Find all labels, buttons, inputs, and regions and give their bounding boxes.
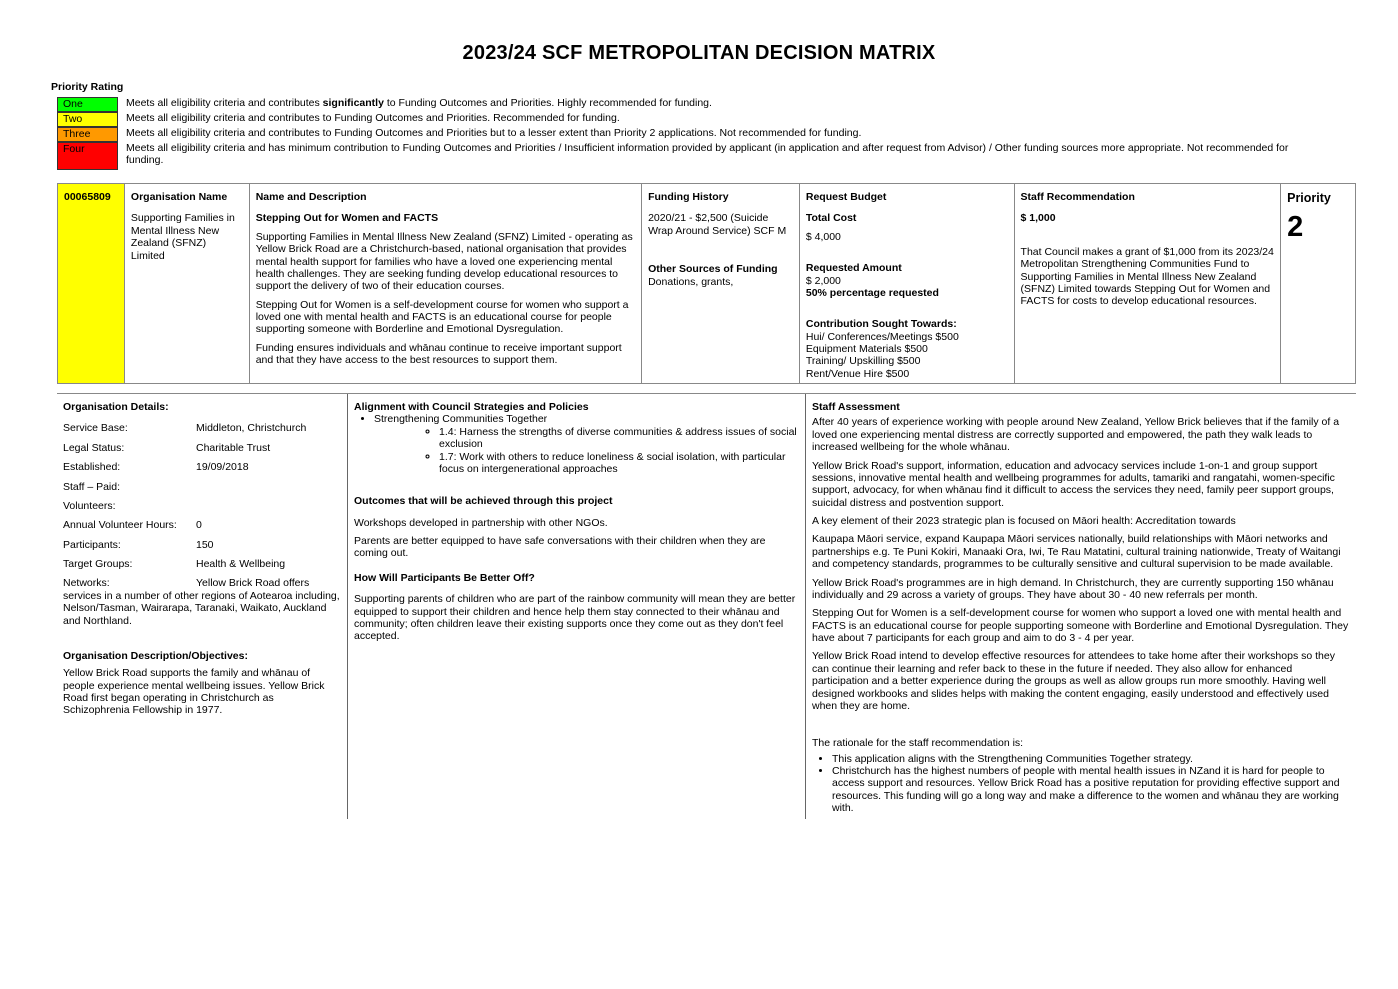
priority-header: Priority	[1287, 191, 1331, 205]
detail-label: Volunteers:	[63, 499, 116, 512]
organisation-details-column	[57, 394, 348, 819]
other-sources-header: Other Sources of Funding	[648, 263, 778, 276]
priority-row-four	[57, 142, 1296, 170]
application-id: 00065809	[58, 184, 125, 383]
priority-rating-heading: Priority Rating	[51, 81, 124, 93]
strategy-list	[354, 413, 799, 425]
detail-row	[63, 461, 341, 473]
page-title: 2023/24 SCF METROPOLITAN DECISION MATRIX	[462, 42, 936, 64]
staff-recommendation-text: That Council makes a grant of $1,000 from its 2023/24 Metropolitan Strengthening Communities Fund to Supporting Families in Mental Illness New Zealand (SFNZ) Limited towards Stepping Out for Women and FACTS for costs to develop educational resources.	[1020, 245, 1274, 308]
description-paragraph: Funding ensures individuals and whānau continue to receive important support and that they have access to the best resources to support them.	[255, 341, 622, 367]
alignment-heading: Alignment with Council Strategies and Policies	[354, 401, 589, 413]
staff-recommendation-cell	[1015, 184, 1282, 383]
priority-desc-three: Meets all eligibility criteria and contributes to Funding Outcomes and Priorities but to a lesser extent than Priority 2 applications. Not recommended for funding.	[126, 127, 862, 139]
staff-recommended-amount: $ 1,000	[1020, 212, 1056, 225]
detail-row	[63, 442, 341, 454]
rationale-item: • Christchurch has the highest numbers of people with mental health issues in NZand it is hard for people to access support and resources. Yellow Brick Road has a positive reputation for providing effective support and resources. This funding will go a long way and make a difference to the women and whānau they are working with.	[832, 765, 1350, 815]
total-cost: $ 4,000	[805, 230, 841, 243]
outcome-item: Parents are better equipped to have safe conversations with their children when they are coming out.	[354, 535, 766, 560]
assessment-paragraph: Kaupapa Māori service, expand Kaupapa Māori services nationally, build relationships with Māori networks and partnerships e.g. Te Puni Kokiri, Manaaki Ora, Iwi, Te Rau Matatini, cultural training nationwide, Treaty of Waitangi and competency standards, programmes to be culturally sensitive and cultural supervision to be made available.	[812, 533, 1341, 571]
networks-value: Yellow Brick Road offers services in a number of other regions of Aotearoa including, Nelson/Tasman, Wairarapa, Taranaki, Waikato, Auckland and Northland.	[63, 577, 340, 627]
detail-label: Service Base:	[63, 422, 128, 435]
better-off-heading: How Will Participants Be Better Off?	[354, 571, 535, 584]
description-header: Name and Description	[255, 191, 367, 203]
other-sources: Donations, grants,	[648, 275, 734, 288]
detail-value: Charitable Trust	[196, 441, 271, 454]
staff-assessment-column	[806, 394, 1356, 819]
detail-label: Legal Status:	[63, 441, 125, 454]
detail-row	[63, 481, 341, 493]
detail-value: 0	[196, 519, 202, 532]
application-summary-table	[57, 183, 1356, 384]
contribution-item: Hui/ Conferences/Meetings $500	[805, 330, 959, 343]
percentage-requested: 50% percentage requested	[805, 286, 939, 299]
project-name: Stepping Out for Women and FACTS	[255, 212, 439, 225]
outcome-item: Workshops developed in partnership with other NGOs.	[354, 516, 608, 529]
priority-desc-one: Meets all eligibility criteria and contributes significantly to Funding Outcomes and Priorities. Highly recommended for funding.	[126, 97, 712, 109]
organisation-description-heading: Organisation Description/Objectives:	[63, 649, 248, 662]
organisation-details-heading: Organisation Details:	[63, 401, 169, 413]
staff-recommendation-header: Staff Recommendation	[1020, 191, 1135, 203]
detail-value: Middleton, Christchurch	[196, 422, 307, 435]
priority-label-four: Four	[57, 142, 118, 170]
assessment-paragraph: Yellow Brick Road intend to develop effective resources for attendees to take home after their workshops so they can continue their learning and refer back to these in the future if needed. They also allow for enhanced participation and a better experience during the groups as well as allow groups run more smoothly. Having well designed workbooks and slides helps with making the content engaging, easily understood and effectively used when they are home.	[812, 650, 1335, 712]
priority-label-one: One	[57, 97, 118, 112]
detail-row	[63, 558, 341, 570]
assessment-paragraph: Stepping Out for Women is a self-development course for women who support a loved one with mental health and FACTS is an educational course for people supporting someone with Borderline and Emotional Dysregulation. They have about 7 participants for each group and aim to do 3 - 4 per year.	[812, 607, 1349, 644]
priority-label-three: Three	[57, 127, 118, 142]
better-off-text: Supporting parents of children who are part of the rainbow community will mean they are better equipped to support their children and hence help them stay connected to their whānau and community; often children leave their existing supports once they come out as they don't feel accepted.	[354, 593, 796, 643]
contribution-item: Equipment Materials $500	[805, 343, 928, 355]
priority-label-two: Two	[57, 112, 118, 127]
request-budget-cell	[800, 184, 1015, 383]
rationale-intro: The rationale for the staff recommendation is:	[812, 737, 1024, 750]
detail-label: Participants:	[63, 538, 121, 551]
contribution-item: Training/ Upskilling $500	[805, 355, 921, 368]
detail-value: 19/09/2018	[196, 461, 249, 474]
outcomes-heading: Outcomes that will be achieved through this project	[354, 495, 613, 508]
detail-label: Established:	[63, 461, 121, 474]
detail-label: Target Groups:	[63, 558, 133, 570]
priority-cell	[1281, 184, 1355, 383]
organisation-name: Supporting Families in Mental Illness New Zealand (SFNZ) Limited	[130, 212, 235, 262]
networks	[63, 577, 341, 627]
organisation-description: Yellow Brick Road supports the family and whānau of people experience mental wellbeing issues. Yellow Brick Road first began operating in Christchurch as Schizophrenia Fellowship in 1977.	[63, 667, 325, 717]
details-section	[57, 393, 1356, 819]
detail-label: Staff – Paid:	[63, 480, 121, 493]
strategy-item: • Strengthening Communities Together	[374, 413, 799, 425]
requested-amount: $ 2,000	[805, 274, 841, 287]
detail-value: Health & Wellbeing	[196, 558, 286, 570]
request-budget-header: Request Budget	[805, 191, 887, 203]
assessment-paragraph: After 40 years of experience working with people around New Zealand, Yellow Brick believes that if the family of a loved one experiencing mental distress are correctly supported and empowered, the path they walk leads to increased wellbeing for the whole whānau.	[812, 416, 1340, 454]
priority-row-one	[57, 97, 1296, 112]
assessment-paragraph: Yellow Brick Road's support, information, education and advocacy services include 1-on-1 and group support sessions, innovative mental health and wellbeing programmes for adults, tamariki and rangatahi, women-specific support, advocacy, for when whānau find it difficult to access the services they need, family peer support groups, suicidal distress and postvention support.	[812, 459, 1335, 509]
assessment-paragraph: Yellow Brick Road's programmes are in high demand. In Christchurch, they are currently supporting 150 whānau individually and 29 across a variety of groups. They have about 30 - 40 new referrals per month.	[812, 576, 1334, 601]
strategy-point: ◦ 1.7: Work with others to reduce loneliness & social isolation, with particular focus on intergenerational approaches	[439, 451, 799, 476]
priority-desc-two: Meets all eligibility criteria and contributes to Funding Outcomes and Priorities. Recommended for funding.	[126, 112, 620, 124]
priority-row-two	[57, 112, 1296, 127]
detail-row	[63, 519, 341, 531]
contribution-item: Rent/Venue Hire $500	[805, 367, 910, 380]
requested-amount-label: Requested Amount	[805, 262, 902, 275]
priority-value: 2	[1287, 210, 1304, 243]
strategy-points-list	[354, 426, 799, 476]
rationale-item: • This application aligns with the Strengthening Communities Together strategy.	[832, 753, 1350, 765]
detail-row	[63, 539, 341, 551]
funding-history-cell	[642, 184, 800, 383]
rationale-list	[812, 753, 1350, 815]
alignment-column	[348, 394, 806, 819]
organisation-name-header: Organisation Name	[130, 191, 228, 203]
funding-history-header: Funding History	[648, 191, 729, 203]
funding-history: 2020/21 - $2,500 (Suicide Wrap Around Service) SCF M	[648, 212, 787, 237]
networks-label: Networks:	[63, 577, 110, 590]
description-paragraph: Supporting Families in Mental Illness New Zealand (SFNZ) Limited - operating as Yellow Brick Road are a Christchurch-based, national organisation that provides mental health support for families who have a loved one experiencing mental health challenges. They are seeking funding develop educational resources to support the delivery of two of their education courses.	[255, 230, 633, 293]
organisation-name-cell	[125, 184, 250, 383]
detail-row	[63, 500, 341, 512]
detail-row	[63, 422, 341, 434]
detail-value: 150	[196, 538, 214, 551]
description-paragraph: Stepping Out for Women is a self-development course for women who support a loved one with mental health and FACTS is an educational course for people supporting someone with Borderline and Emotional Dysregulation.	[255, 298, 629, 336]
priority-desc-four: Meets all eligibility criteria and has minimum contribution to Funding Outcomes and Priorities / Insufficient information provided by applicant (in application and after request from Advisor) / Other funding sources more appropriate. Not recommended for funding.	[126, 142, 1289, 167]
contribution-label: Contribution Sought Towards:	[805, 318, 957, 331]
staff-assessment-heading: Staff Assessment	[812, 401, 900, 413]
assessment-paragraph: A key element of their 2023 strategic plan is focused on Māori health: Accreditation towards	[812, 515, 1236, 527]
detail-label: Annual Volunteer Hours:	[63, 519, 177, 532]
priority-row-three	[57, 127, 1296, 142]
strategy-point: ◦ 1.4: Harness the strengths of diverse communities & address issues of social exclusion	[439, 426, 799, 451]
description-cell	[250, 184, 642, 383]
total-cost-label: Total Cost	[805, 212, 857, 225]
